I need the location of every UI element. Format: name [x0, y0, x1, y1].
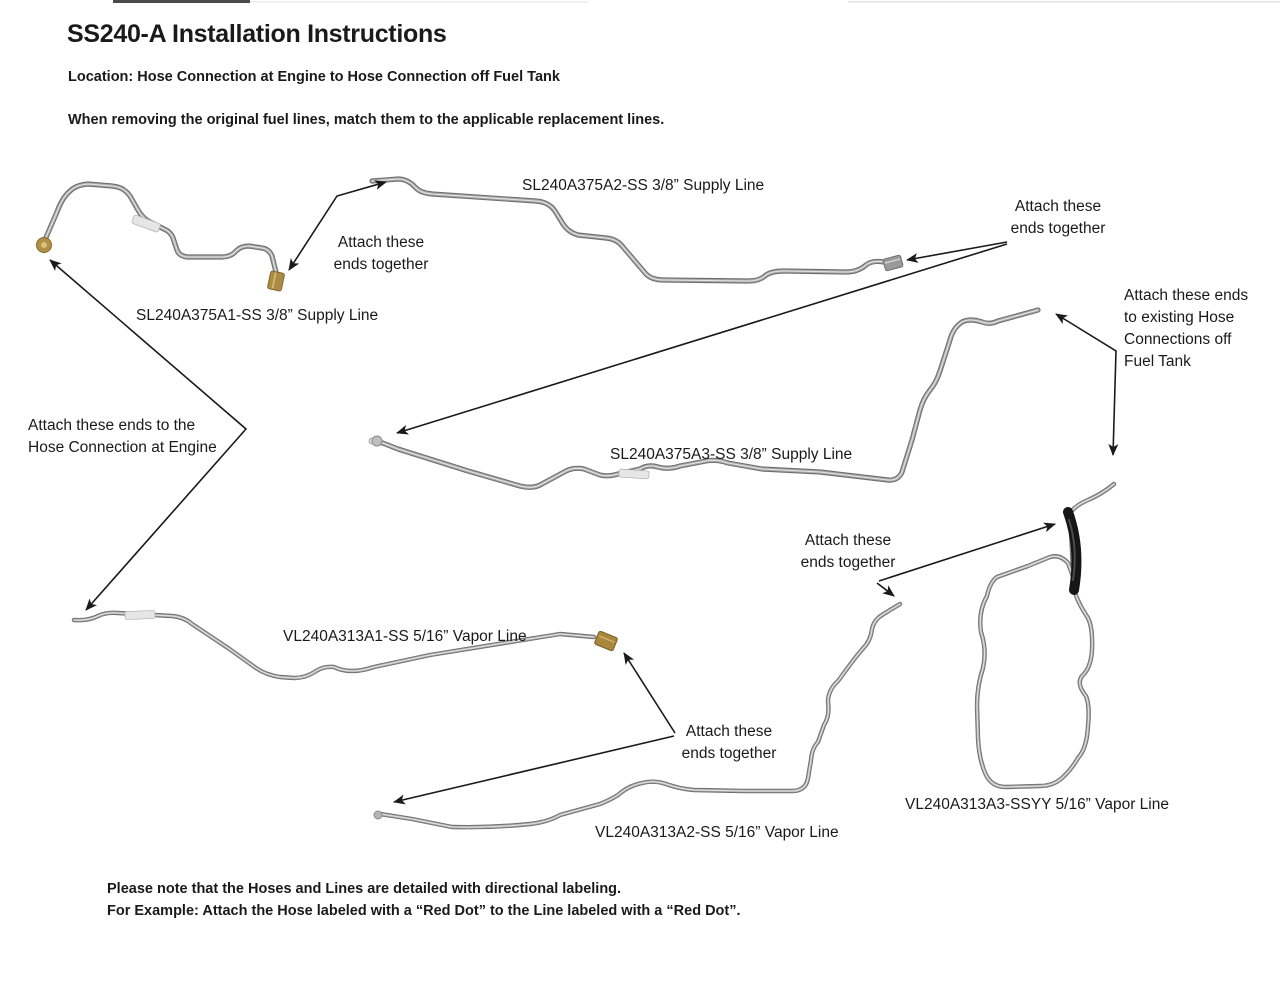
steel-fitting [369, 436, 382, 446]
arrow-together-5-up [624, 653, 675, 733]
steel-fitting [374, 811, 382, 819]
line-tag [125, 610, 155, 619]
arrow-together-4-down [877, 583, 894, 596]
part-label-vapor-a3: VL240A313A3-SSYY 5/16” Vapor Line [905, 796, 1169, 813]
footer-notes [107, 881, 741, 919]
annotation-line: to existing Hose [1124, 309, 1235, 326]
annotation-together-1 [334, 234, 429, 273]
page-title: SS240-A Installation Instructions [67, 20, 447, 48]
scan-artifact-line-right [848, 1, 1280, 3]
part-label-supply-a3: SL240A375A3-SS 3/8” Supply Line [610, 446, 853, 463]
annotation-together-5 [682, 723, 777, 762]
arrow-together-4-up [879, 524, 1055, 581]
location-line: Location: Hose Connection at Engine to Hose Connection off Fuel Tank [68, 69, 560, 85]
arrow-together-5-long [394, 736, 674, 802]
annotation-tank [1124, 287, 1248, 370]
annotation-line: Attach these [685, 723, 773, 740]
supply-line-a1-tube [37, 184, 285, 291]
part-label-supply-a1: SL240A375A1-SS 3/8” Supply Line [136, 307, 379, 324]
scan-artifact-bar [113, 0, 250, 3]
annotation-line: Attach these ends to the [28, 417, 196, 434]
annotation-line: Attach these [1014, 198, 1102, 215]
scan-artifact-line-left [250, 1, 588, 3]
annotation-engine [28, 417, 217, 456]
brass-fitting [267, 271, 284, 292]
annotation-line: ends together [800, 554, 896, 571]
annotation-line: Connections off [1124, 331, 1232, 348]
part-label-vapor-a1: VL240A313A1-SS 5/16” Vapor Line [283, 628, 527, 645]
note-line-1: Please note that the Hoses and Lines are detailed with directional labeling. [107, 881, 622, 897]
intro-line: When removing the original fuel lines, match them to the applicable replacement lines. [68, 112, 665, 128]
brass-fitting [37, 238, 52, 253]
annotation-line: ends together [333, 256, 429, 273]
line-tag [619, 469, 649, 479]
annotation-line: Hose Connection at Engine [28, 439, 217, 456]
annotation-line: Attach these [804, 532, 892, 549]
steel-fitting [883, 255, 903, 271]
brass-fitting [594, 631, 618, 651]
arrow-together-2-short [907, 242, 1007, 260]
part-label-vapor-a2: VL240A313A2-SS 5/16” Vapor Line [595, 824, 839, 841]
supply-line-a2-tube [372, 179, 903, 281]
annotation-line: ends together [1010, 220, 1106, 237]
annotation-together-2 [1011, 198, 1106, 237]
annotation-together-4 [801, 532, 896, 571]
annotation-line: Attach these ends [1124, 287, 1249, 304]
annotation-line: Fuel Tank [1124, 353, 1191, 370]
arrow-tank-ends [1056, 314, 1116, 455]
arrow-together-2-long [397, 244, 1007, 433]
annotation-line: ends together [681, 745, 777, 762]
note-line-2: For Example: Attach the Hose labeled with a “Red Dot” to the Line labeled with a “Red Dot”. [107, 903, 741, 919]
part-label-supply-a2: SL240A375A2-SS 3/8” Supply Line [522, 177, 765, 194]
annotation-line: Attach these [337, 234, 425, 251]
vapor-line-a3-tube [977, 484, 1114, 787]
